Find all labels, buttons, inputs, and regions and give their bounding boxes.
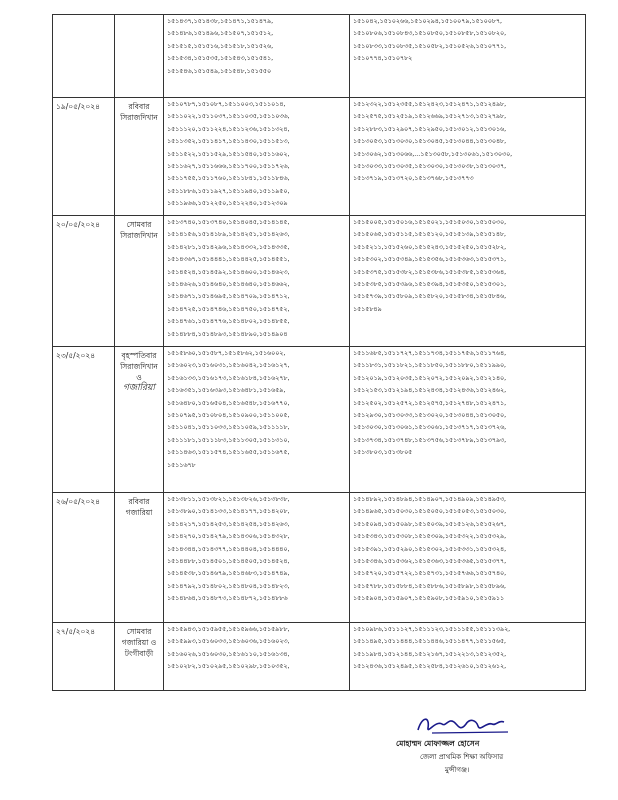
conjunction: ও [136, 373, 142, 382]
id-list-right: ১৫১৪৮৯২,১৫১৪৮৯৪,১৫১৪৯০৭,১৫১৪৯০৯,১৫১৪৯৫৩, ১৫১৪৯৬৫,১৫১৫০৩০,১৫১৫০৫০,১৫১৫০৫৩,১৫১৫০৩০, ১৫১৫০৯৪,১৫১৫০৯৮,১৫১৫০৩৯,১৫১৫১২৬,১৫১৫২৬৭, ১৫১৫৩৪৩,১৫১৫৩০৮,১৫১৫৩০৯,১৫১৫৩২২,১৫১৫৩২৯, ১৫১৫৩৯১,১৫১৫২৯০,১৫১৫৩০২,১৫১৫৩৩১,১৫১৫৩২৪, ১৫১৫৩৪৬,১৫১৫৩৬২,১৫১৫৩৬৩,১৫১৫৩৬৫,১৫১৫৩৭৭, ১৫১৫৭২০,১৫১৫৭২২,১৫১৫৭৩১,১৫১৫৭৬৬,১৫১৫৭৪০, ১৫১৫৭৮৮,১৫১৫৮৮৪,১৫১৫৮৮৬,১৫১৫৮৯৮,১৫১৫৮৯৬, ১৫১৫৯০৪,১৫১৫৯০৭,১৫১৫৯০৮,১৫১৫৯১০,১৫১৫৯১১ [350, 493, 586, 623]
date-cell: ২৩/৫/২০২৪ [53, 347, 115, 493]
upazila-name: সিরাজদিখান [120, 362, 158, 371]
day-cell [115, 623, 164, 691]
id-list-left: ১৫১৫৯৪৩,১৫১৫৯৫৫,১৫১৫৯৬৬,১৫১৫৯৮৮, ১৫১৫৯৯৩,১৫১৬০৩৩,১৫১৬০৩৬,১৫১৬০২৩, ১৫১৬০২৬,১৫১৬০৩০,১৫১৬১১০,১৫১৬১৩৪, ১৫১০২৮২,১৫১০২৯৫,১৫১০২৯৮,১৫১০৩৫২, [164, 623, 350, 691]
day-name: সোমবার [126, 627, 152, 636]
upazila-name: সিরাজদিখান [120, 113, 158, 122]
date-cell: ২৬/০৫/২০২৪ [53, 493, 115, 623]
day-cell [115, 347, 164, 493]
table-row [53, 623, 586, 691]
table-row [53, 347, 586, 493]
table-row [53, 15, 586, 98]
handwritten-upazila: গজারিয়া [123, 383, 155, 393]
day-name: বৃহস্পতিবার [121, 351, 157, 360]
table-row [53, 493, 586, 623]
day-cell [115, 98, 164, 216]
id-list-left: ১৫১০৭৮৭,১৫১০৮৭,১৫১১০০৩,১৫১১০১৪, ১৫১১০২২,১৫১১০৩৭,১৫১১০৩৫,১৫১১০৩৬, ১৫১১১২০,১৫১১২২৪,১৫১১২৩৬,১৫১১৩২৪, ১৫১১৩৫২,১৫১১৪১৭,১৫১১৪৩০,১৫১১৫১৩, ১৫১১৫২২,১৫১১৫২৯,১৫১১৫৪০,১৫১১৬০২, ১৫১১৬২৭,১৫১১৬৬৬,১৫১১৭০০,১৫১১৭২৬, ১৫১১৭৫৫,১৫১১৭৬০,১৫১১৮৪১,১৫১১৮৪৬, ১৫১১৮৮৬,১৫১১৯২৭,১৫১১৯৪০,১৫১১৯৫০, ১৫১১৯৬৬,১৫১২২৫০,১৫১২২৪০,১৫১২৩০৯ [164, 98, 350, 216]
id-list-left: ১৫১৪৩৭,১৫১৪৩৮,১৫১৪৭১,১৫১৪৭৯, ১৫১৪৮৬,১৫১৪৯৬,১৫১৫০৭,১৫১৫১২, ১৫১৫১৫,১৫১৫১৬,১৫১৫১৮,১৫১৫২৬, ১৫১৫৩৪,১৫১৫৩৫,১৫১৫৪৩,১৫১৫৪১, ১৫১৫৪৬,১৫১৫৪৯,১৫১৫৪৮,১৫১৫৫০ [164, 15, 350, 98]
day-cell [115, 493, 164, 623]
id-list-left: ১৫১৩৮১১,১৫১৩৮২১,১৫১৩৮২৬,১৫১৩৮৩৮, ১৫১৩৮৯০,১৫১৪১৩৩,১৫১৪১৭৭,১৫১৪২০৮, ১৫১৪২১৭,১৫১৪২৫৩,১৫১৪২৫৪,১৫১৪২৬৩, ১৫১৪২৭০,১৫১৪২৭৯,১৫১৪৩০৬,১৫১৪৩২৮, ১৫১৪৩৪৪,১৫১৪৩৭৭,১৫১৪৪০৪,১৫১৪৪৪০, ১৫১৪৪৮৮,১৫১৪৫০১,১৫১৪৫০৫,১৫১৪৫২৪, ১৫১৪৫৩৮,১৫১৪৬৭৯,১৫১৪৬৮৩,১৫১৪৭৪৯, ১৫১৪৭৯২,১৫১৪৮০২,১৫১৪৮০৪,১৫১৪৮২৩, ১৫১৪৮৬৪,১৫১৪৮৭৩,১৫১৪৮৭২,১৫১৪৮৮৬ [164, 493, 350, 623]
day-cell [115, 216, 164, 347]
day-name: রবিবার [128, 497, 150, 506]
date-cell: ২০/০৫/২০২৪ [53, 216, 115, 347]
id-list-right: ১৫১৫০০৫,১৫১৫০১৬,১৫১৫০২১,১৫১৫০৩০,১৫১৫০৩০, ১৫১৫০৬৫,১৫১৫১১৫,১৫১৫১২০,১৫১৫১৩৯,১৫১৫১৪৮, ১৫১৫২১১,১৫১৫২৬০,১৫১৫২৪৩,১৫১৫২৫০,১৫১৫২৮২, ১৫১৫৩০২,১৫১৫৩৪৯,১৫১৫৩৫৬,১৫১৫৩৬৩,১৫১৫৩৭১, ১৫১৫৩৭৫,১৫১৫৩৮২,১৫১৫৩৮৬,১৫১৫৩৮৫,১৫১৫৩৬৪, ১৫১৫৩৮৫,১৫১৫৩৯৬,১৫১৫৩৯৪,১৫১৫৩৫০,১৫১৫৩০১, ১৫১৫৭৩৯,১৫১৫৮০৯,১৫১৫৮২০,১৫১৫৮৩৪,১৫১৫৮৪৬, ১৫১৫৮৪৯ [350, 216, 586, 347]
upazila-name: গজারিয়া [125, 508, 153, 517]
signatory-name: মোহাম্মদ মোফাজ্জল হোসেন [396, 739, 480, 748]
day-cell [115, 15, 164, 98]
id-list-right: ১৫১০৯৮৬,১৫১১১২৭,১৫১১১২৩,১৫১১১৫৫,১৫১১১৩৯২, ১৫১১৪৯৫,১৫১১৪৪৪,১৫১১৪৪৬,১৫১১৪৭৭,১৫১১৫৬৫, ১৫১১৯৮৪,১৫১২১৪৪,১৫১২১৬৭,১৫১২২১৩,১৫১২৩৫২, ১৫১২৪৩৬,১৫১২৪৯৫,১৫১২৫৮৪,১৫১২৬১০,১৫১২৬১২, [350, 623, 586, 691]
upazila-name: গজারিয়া ও টংগীবাড়ী [121, 638, 157, 658]
date-cell: ১৯/০৫/২০২৪ [53, 98, 115, 216]
signature-scribble [412, 712, 522, 738]
table-row [53, 98, 586, 216]
schedule-table [52, 14, 586, 691]
day-name: সোমবার [126, 220, 152, 229]
id-list-right: ১৫১১৬৮৫,১৫১১৭২৭,১৫১১৭৩৪,১৫১১৭৫৬,১৫১১৭৬৪, ১৫১১৮৩১,১৫১১৮২১,১৫১১৮৫০,১৫১১৮৮০,১৫১১৯৯০, ১৫১২০১৯,১৫১২০৩৫,১৫১২০৭২,১৫১২০৯২,১৫১২১৪০, ১৫১২১৫৩,১৫১২১৯৪,১৫১২৪৩৪,১৫১২৪৩৬,১৫১২৪৬২, ১৫১২৫০২,১৫১২৫৭২,১৫১২৫৭৫,১৫১২৭৪৮,১৫১২৪৭১, ১৫১২৯৩০,১৫১৩০৩৩,১৫১৩০২০,১৫১৩০৪৪,১৫১৩০৫০, ১৫১৩০৩০,১৫১৩০৬১,১৫১৩০৬১,১৫১৩৭১৭,১৫১৩৭২৬, ১৫১৩৭৩৪,১৫১৩৭৪৮,১৫১৩৭৫৬,১৫১৩৭৮৯,১৫১৩৭৯৩, ১৫১৩৮০৩,১৫১৩৮০৫ [350, 347, 586, 493]
date-cell: ২৭/৫/২০২৪ [53, 623, 115, 691]
day-name: রবিবার [128, 102, 150, 111]
signatory-place: মুন্সীগঞ্জ। [445, 766, 470, 774]
date-cell [53, 15, 115, 98]
id-list-right: ১৫১০৪২,১৫১০২৬৬,১৫১০২৯৪,১৫১০০৭৯,১৫১০০৮৭, ১৫১০৮০৬,১৫১০৮৪৩,১৫১০৮৫০,১৫১০৮৫৮,১৫১০৮২০, ১৫১০৮৩৩,১৫১০৮৩৫,১৫১০৫৮২,১৫১০৫২৬,১৫১০৭৭১, ১৫১০৭৭৪,১৫১০৭৮২ [350, 15, 586, 98]
signatory-designation: জেলা প্রাথমিক শিক্ষা অফিসার [420, 753, 504, 761]
id-list-left: ১৫১৫৮৬০,১৫১৫৮৭,১৫১৫৮৬২,১৫১৬০০২, ১৫১৬০২৩,১৫১৬০৩১,১৫১৬০৪২,১৫১৬১২৭, ১৫১৬১৩৩,১৫১৬১৭৩,১৫১৬১৮৪,১৫১৬২৭৮, ১৫১৬৩৫১,১৫১৬৩৯৩,১৫১৬৪৮১,১৫১৬৫৯, ১৫১৬৪৮০,১৫১৬৫০৪,১৫১৬৫৪৮,১৫১৬৭৭০, ১৫১০৭৯৫,১৫১০৮০৪,১৫১০৯০০,১৫১১০০৫, ১৫১১০৪১,১৫১১০৩৩,১৫১১০৫৯,১৫১১১১৮, ১৫১১১৮১,১৫১১১৮৩,১৫১১৩০৫,১৫১১৩১০, ১৫১১৪৬৩,১৫১১৫৭৪,১৫১১৬৫৫,১৫১১৬৭৫, ১৫১১৬৭৮ [164, 347, 350, 493]
id-list-right: ১৫১২৩২২,১৫১২৩৫৫,১৫১২৪২৩,১৫১২৪৭১,১৫১২৪৯৮, ১৫১২৫৭৫,১৫১২৫১৯,১৫১২৬৬৯,১৫১২৭১৩,১৫১২৭৯৮, ১৫১২৮৮৩,১৫১২৯০৭,১৫১২৯৫০,১৫১৩০১২,১৫১৩০১৬, ১৫১৩০৫৩,১৫১৩০৩০,১৫১৩০৪৫,১৫১৩০৪৪,১৫১৩০৪৮, ১৫১৩০৬২,১৫১৩০৬৬,...১৫১৩০৫৮,১৫১৩০৬১,১৫১৩০৩০, ১৫১৩০৩৩,১৫১৩০৩৫,১৫১৩০৩০,১৫১৩০৩৮,১৫১৩০৩৭, ১৫১৩৭১৯,১৫১৩৭২০,১৫১৩৭৬৮,১৫১৩৭৭৩ [350, 98, 586, 216]
id-list-left: ১৫১৩৭৪০,১৫১৩৭৪০,১৫১৪০৪৫,১৫১৪১৪৫, ১৫১৪১৫৬,১৫১৪১৮৯,১৫১৪২৫১,১৫১৪২৬৩, ১৫১৪২৮১,১৫১৪২৯৬,১৫১৪৩৩২,১৫১৪৩৩৫, ১৫১৪৩৬৭,১৫১৪৪৪১,১৫১৪৪২৫,১৫১৪৫৫১, ১৫১৪৫২৪,১৫১৪৫৯২,১৫১৪৬০০,১৫১৪৬২৩, ১৫১৪৬২৬,১৫১৪৬৪০,১৫১৪৬৪০,১৫১৪৬৬২, ১৫১৪৬৭১,১৫১৪৬৯৫,১৫১৪৭০৯,১৫১৪৭১২, ১৫১৪৭২৫,১৫১৪৭৪৬,১৫১৪৭৫০,১৫১৪৭৫২, ১৫১৪৭৬১,১৫১৪৭৭৬,১৫১৪৮০২,১৫১৪৮৫৫, ১৫১৪৮৮৪,১৫১৪৮৯৩,১৫১৪৮৯০,১৫১৪৯০৪ [164, 216, 350, 347]
upazila-name: সিরাজদিখান [120, 231, 158, 240]
table-row [53, 216, 586, 347]
